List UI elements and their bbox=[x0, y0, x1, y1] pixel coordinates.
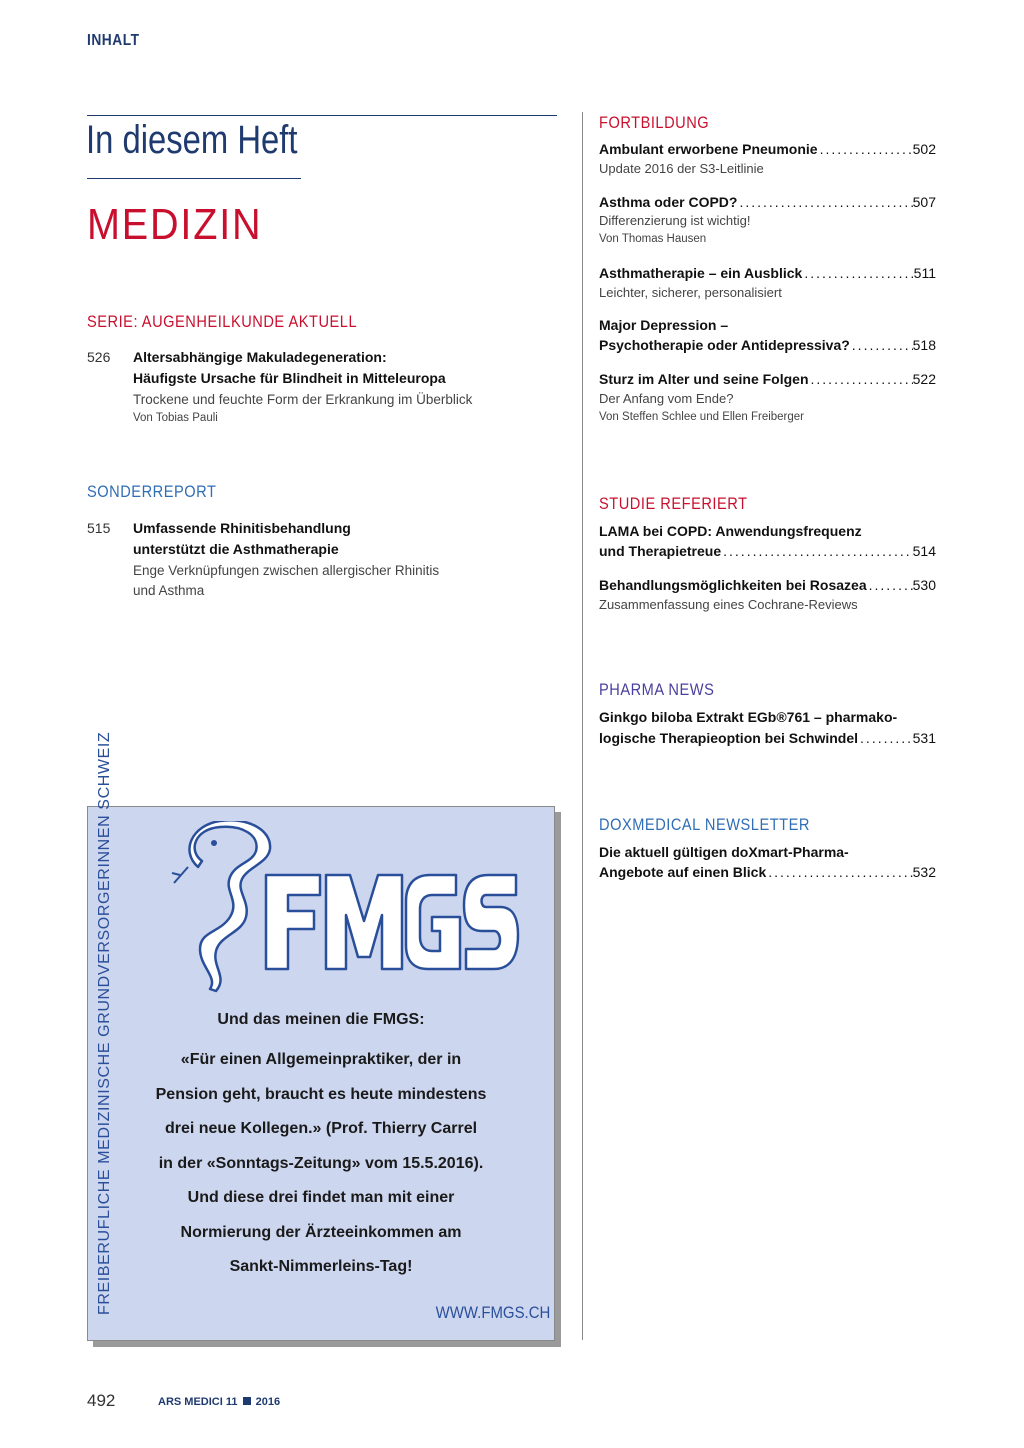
ad-line-6: Und diese drei findet man mit einer bbox=[187, 1189, 455, 1206]
studie-label: STUDIE REFERIERT bbox=[599, 494, 748, 513]
sonderreport-title-line2: unterstützt die Asthmatherapie bbox=[133, 541, 339, 557]
ad-line-8: Sankt-Nimmerleins-Tag! bbox=[229, 1258, 413, 1275]
entry-page: 511 bbox=[913, 265, 936, 281]
entry-page: 507 bbox=[912, 194, 936, 210]
ad-line-5: in der «Sonntags-Zeitung» vom 15.5.2016). bbox=[158, 1155, 484, 1172]
fortbildung-entry-2-author: Von Thomas Hausen bbox=[599, 233, 707, 245]
fmgs-advertisement bbox=[87, 731, 555, 1341]
serie-author: Von Tobias Pauli bbox=[133, 412, 218, 424]
subject-heading: MEDIZIN bbox=[87, 200, 263, 249]
leader-dots bbox=[818, 141, 913, 157]
pharma-entry bbox=[599, 730, 936, 746]
fortbildung-entry-5 bbox=[599, 371, 936, 387]
entry-title: Behandlungsmöglichkeiten bei Rosazea bbox=[599, 577, 867, 593]
ad-line-2: «Für einen Allgemeinpraktiker, der in bbox=[180, 1051, 462, 1068]
fortbildung-entry-4-line1: Major Depression – bbox=[599, 317, 729, 333]
leader-dots bbox=[858, 730, 913, 746]
entry-page: 532 bbox=[912, 864, 936, 880]
sonderreport-title-line1: Umfassende Rhinitisbehandlung bbox=[133, 520, 351, 536]
entry-title: Ambulant erworbene Pneumonie bbox=[599, 141, 818, 157]
pharma-label: PHARMA NEWS bbox=[599, 680, 715, 699]
entry-title: logische Therapieoption bei Schwindel bbox=[599, 730, 859, 746]
entry-title: Asthma oder COPD? bbox=[599, 194, 738, 210]
square-separator-icon bbox=[243, 1397, 251, 1405]
serie-subtitle: Trockene und feuchte Form der Erkrankung im Überblick bbox=[133, 392, 473, 407]
page-title: In diesem Heft bbox=[86, 118, 298, 162]
fortbildung-entry-5-sub: Der Anfang vom Ende? bbox=[599, 391, 734, 406]
entry-page: 522 bbox=[912, 371, 936, 387]
ad-line-1: Und das meinen die FMGS: bbox=[217, 1011, 425, 1028]
title-rule-bottom bbox=[87, 178, 301, 179]
fortbildung-entry-5-author: Von Steffen Schlee und Ellen Freiberger bbox=[599, 411, 805, 423]
entry-title: Asthmatherapie – ein Ausblick bbox=[599, 265, 803, 281]
sonderreport-subtitle-line2: und Asthma bbox=[133, 583, 205, 598]
fmgs-logo bbox=[170, 821, 520, 996]
entry-page: 514 bbox=[912, 543, 936, 559]
studie-entry-2 bbox=[599, 577, 936, 593]
fortbildung-entry-3 bbox=[599, 265, 936, 281]
entry-page: 502 bbox=[912, 141, 936, 157]
sonderreport-page: 515 bbox=[87, 520, 111, 536]
sonderreport-label: SONDERREPORT bbox=[87, 482, 217, 501]
entry-title: Sturz im Alter und seine Folgen bbox=[599, 371, 809, 387]
leader-dots bbox=[850, 337, 913, 353]
entry-page: 530 bbox=[912, 577, 936, 593]
fortbildung-entry-2-sub: Differenzierung ist wichtig! bbox=[599, 213, 751, 228]
footer-journal bbox=[158, 1396, 280, 1408]
column-divider bbox=[582, 112, 583, 1340]
serie-label: SERIE: AUGENHEILKUNDE AKTUELL bbox=[87, 312, 358, 331]
fortbildung-entry-4 bbox=[599, 337, 936, 353]
section-header: INHALT bbox=[87, 32, 140, 49]
doxmedical-entry bbox=[599, 864, 936, 880]
leader-dots bbox=[809, 371, 913, 387]
ad-line-4: drei neue Kollegen.» (Prof. Thierry Carrel bbox=[164, 1120, 478, 1137]
entry-title: und Therapietreue bbox=[599, 543, 722, 559]
leader-dots bbox=[737, 194, 912, 210]
entry-page: 518 bbox=[912, 337, 936, 353]
entry-page: 531 bbox=[912, 730, 936, 746]
doxmedical-title-line1: Die aktuell gültigen doXmart-Pharma- bbox=[599, 844, 849, 860]
journal-name: ARS MEDICI 11 bbox=[158, 1396, 238, 1408]
ad-line-3: Pension geht, braucht es heute mindestens bbox=[155, 1086, 487, 1103]
leader-dots bbox=[867, 577, 913, 593]
leader-dots bbox=[802, 265, 913, 281]
doxmedical-label: DOXMEDICAL NEWSLETTER bbox=[599, 815, 810, 834]
fortbildung-entry-1 bbox=[599, 141, 936, 157]
title-rule-top bbox=[87, 115, 557, 116]
sonderreport-subtitle-line1: Enge Verknüpfungen zwischen allergischer Rhinitis bbox=[133, 563, 440, 578]
ad-vertical-text: FREIBERUFLICHE MEDIZINISCHE GRUNDVERSORGERINNEN SCHWEIZ bbox=[96, 731, 113, 1315]
journal-year: 2016 bbox=[255, 1396, 281, 1408]
ad-url-link[interactable]: WWW.FMGS.CH bbox=[435, 1303, 550, 1322]
pharma-title-line1: Ginkgo biloba Extrakt EGb®761 – pharmako- bbox=[599, 709, 898, 725]
studie-entry-1 bbox=[599, 543, 936, 559]
fortbildung-label: FORTBILDUNG bbox=[599, 113, 710, 132]
studie-entry-2-sub: Zusammenfassung eines Cochrane-Reviews bbox=[599, 597, 858, 612]
fortbildung-entry-1-sub: Update 2016 der S3-Leitlinie bbox=[599, 161, 764, 176]
fortbildung-entry-3-sub: Leichter, sicherer, personalisiert bbox=[599, 285, 782, 300]
ad-line-7: Normierung der Ärzteeinkommen am bbox=[180, 1224, 462, 1241]
leader-dots bbox=[721, 543, 913, 559]
serie-page: 526 bbox=[87, 349, 111, 365]
entry-title: Angebote auf einen Blick bbox=[599, 864, 767, 880]
serie-title-line2: Häufigste Ursache für Blindheit in Mitteleuropa bbox=[133, 370, 446, 386]
studie-entry-1-line1: LAMA bei COPD: Anwendungsfrequenz bbox=[599, 523, 862, 539]
entry-title: Psychotherapie oder Antidepressiva? bbox=[599, 337, 850, 353]
fortbildung-entry-2 bbox=[599, 194, 936, 210]
leader-dots bbox=[766, 864, 912, 880]
page-number: 492 bbox=[87, 1391, 116, 1410]
serie-title-line1: Altersabhängige Makuladegeneration: bbox=[133, 349, 387, 365]
